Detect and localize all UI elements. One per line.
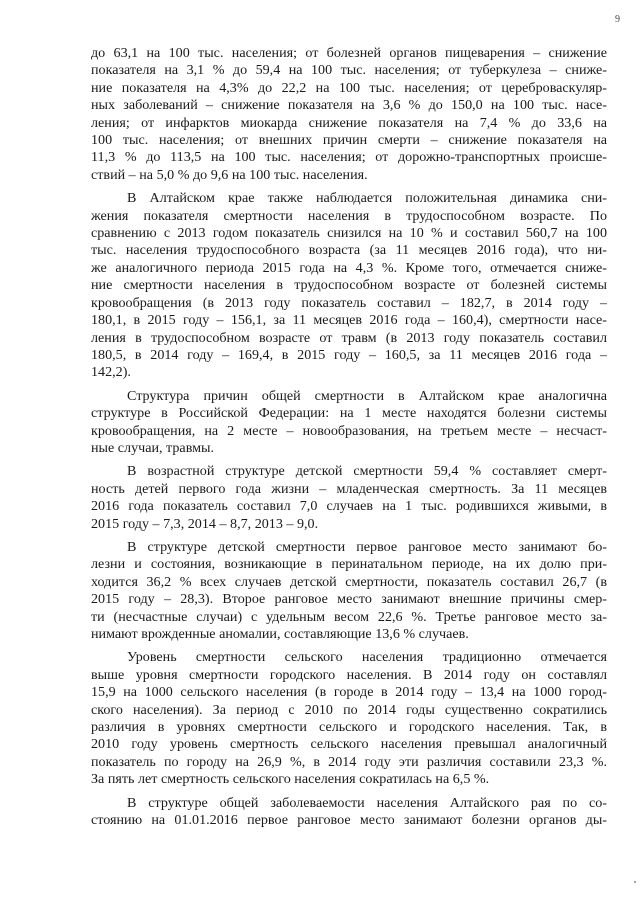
text-line: В структуре общей заболеваемости населения Алтайского рая по со- [127,794,607,811]
text-line: 11,3 % до 113,5 на 100 тыс. населения; от дорожно-транспортных происше- [91,149,607,166]
text-line: За пять лет смертность сельского населения сократилась на 6,5 %. [91,771,490,788]
text-line: тыс. населения трудоспособного возраста (за 11 месяцев 2016 года), что ни- [91,242,607,259]
text-line: жения показателя смертности населения в трудоспособном возрасте. По [91,207,607,224]
text-line: ность детей первого года жизни – младенческая смертность. За 11 месяцев [91,480,607,497]
text-line: лезни и состояния, возникающие в перинатальном периоде, на их долю при- [91,556,607,573]
paragraph [91,388,607,458]
text-line: показателя на 3,1 % до 59,4 на 100 тыс. населения; от туберкулеза – сниже- [91,62,607,79]
paragraph [91,795,607,830]
text-line: В Алтайском крае также наблюдается положительная динамика сни- [127,190,607,207]
paragraph [91,463,607,533]
document-body [91,45,607,835]
text-line: различия в уровнях смертности сельского и городского населения. Так, в [91,719,607,736]
text-line: 2015 году – 28,3). Второе ранговое место занимают внешние причины смер- [91,591,607,608]
text-line: показатель по городу на 26,9 %, в 2014 году эти различия составили 23,3 %. [91,753,607,770]
text-line: 15,9 на 1000 сельского населения (в городе в 2014 году – 13,4 на 1000 город- [91,684,607,701]
text-line: стоянию на 01.01.2016 первое ранговое место занимают болезни органов ды- [91,812,607,829]
text-line: ных заболеваний – снижение показателя на 3,6 % до 150,0 на 100 тыс. насе- [91,97,607,114]
text-line: 180,5, в 2014 году – 169,4, в 2015 году – 160,5, за 11 месяцев 2016 года – [91,346,607,363]
text-line: ние показателя на 4,3% до 22,2 на 100 тыс. населения; от цереброваскуляр- [91,79,607,96]
page-number: 9 [615,14,620,25]
text-line: выше уровня смертности городского населения. В 2014 году он составлял [91,666,607,683]
text-line: нимают врожденные аномалии, составляющие 13,6 % случаев. [91,626,469,642]
text-line: Уровень смертности сельского населения традиционно отмечается [127,649,607,666]
text-line: В возрастной структуре детской смертности 59,4 % составляет смерт- [127,463,607,480]
text-line: 2015 году – 7,3, 2014 – 8,7, 2013 – 9,0. [91,515,319,532]
text-line: ходится 36,2 % всех случаев детской смертности, показатель составил 26,7 (в [91,573,607,590]
text-line: ствий – на 5,0 % до 9,6 на 100 тыс. населения. [91,166,368,183]
text-line: до 63,1 на 100 тыс. населения; от болезней органов пищеварения – снижение [91,45,607,61]
text-line: 2016 года показатель составил 7,0 случаев на 1 тыс. родившихся живыми, в [91,498,607,515]
text-line: сравнению с 2013 годом показатель снизился на 10 % и составил 560,7 на 100 [91,225,607,242]
text-line: 142,2). [91,364,131,381]
text-line: ления в трудоспособном возрасте от травм (в 2013 году показатель составил [91,329,607,346]
text-line: В структуре детской смертности первое ранговое место занимают бо- [127,538,607,555]
text-line: ления; от инфарктов миокарда снижение показателя на 7,4 % до 33,6 на [91,114,607,131]
paragraph [91,539,607,643]
text-line: ние смертности населения в трудоспособном возрасте от болезней системы [91,277,607,294]
text-line: 100 тыс. населения; от внешних причин смерти – снижение показателя на [91,132,607,149]
text-line: кровообращения (в 2013 году показатель составил – 182,7, в 2014 году – [91,294,607,311]
paragraph [91,190,607,381]
text-line: ского населения). За период с 2010 по 2014 годы существенно сократились [91,701,607,718]
paragraph [91,649,607,788]
text-line: 2010 году уровень смертность сельского населения превышал аналогичный [91,736,607,753]
text-line: 180,1, в 2015 году – 156,1, за 11 месяцев 2016 года – 160,4), смертности насе- [91,312,607,329]
paragraph [91,45,607,184]
scan-dot [634,881,636,883]
text-line: ти (несчастные случаи) с удельным весом 22,6 %. Третье ранговое место за- [91,608,607,625]
text-line: кровообращения, на 2 месте – новообразования, на третьем месте – несчаст- [91,422,607,439]
text-line: ные случаи, травмы. [91,439,215,456]
text-line: структуре в Российской Федерации: на 1 месте находятся болезни системы [91,405,607,422]
text-line: Структура причин общей смертности в Алтайском крае аналогична [127,387,607,404]
text-line: же аналогичного периода 2015 года на 4,3 %. Кроме того, отмечается сниже- [91,259,607,276]
